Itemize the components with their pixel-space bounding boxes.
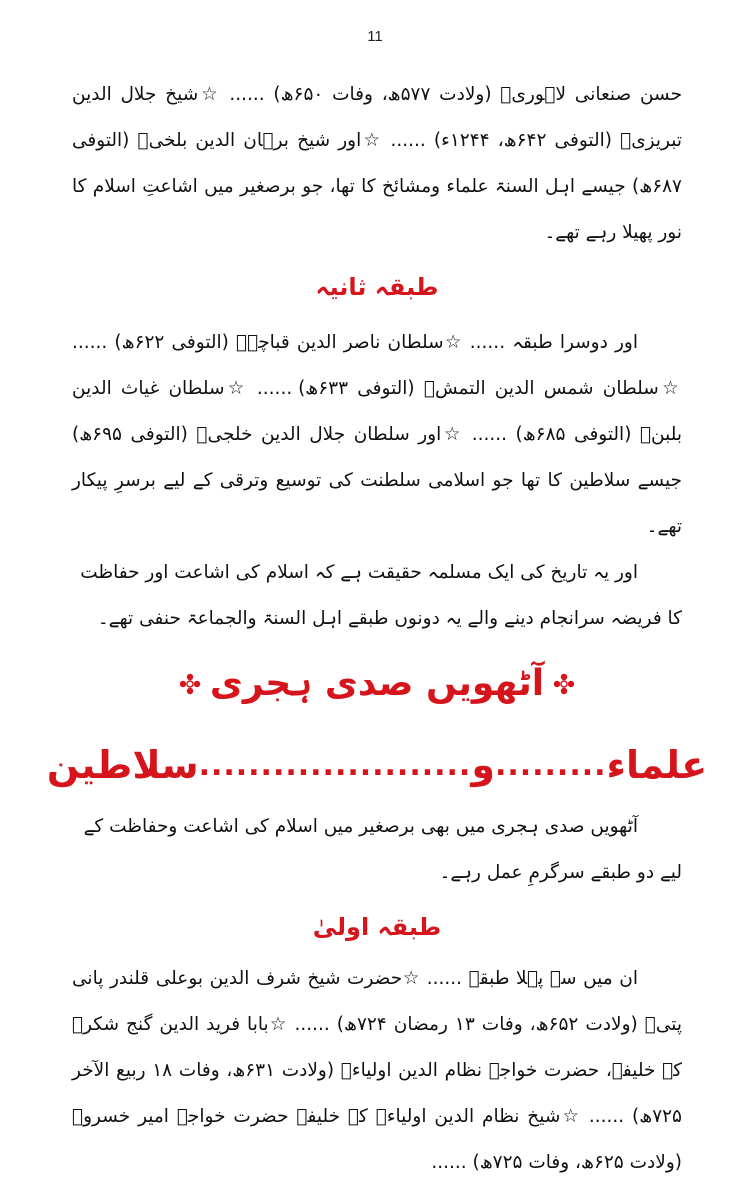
flower-ornament-icon [552,672,576,696]
paragraph-3: اور یہ تاریخ کی ایک مسلمہ حقیقت ہے کہ اسلام کی اشاعت اور حفاظت کا فریضہ سرانجام دینے والے یہ دونوں طبقے اہل السنۃ والجماعۃ حنفی تھے۔ [80,562,682,629]
spacer [72,256,682,264]
ulema-salatin-title [46,726,708,804]
salatin-word: سلاطین [46,743,199,787]
heading-tabqa-thania: طبقہ ثانیہ [315,273,439,301]
spacer [72,896,682,904]
ulema-word: علماء [606,743,708,787]
page-content [46,72,708,1186]
dots-left: ......... [494,747,607,783]
dots-right: ...................... [198,747,472,783]
banner-title: آٹھویں صدی ہجری [209,663,545,704]
paragraph-2: اور دوسرا طبقہ ...... ☆سلطان ناصر الدین قباچہؒ (التوفی ۶۲۲ھ) ...... ☆سلطان شمس الدین التمشؒ (التوفی ۶۳۳ھ) ...... ☆سلطان غیاث الدین بلبنؒ (التوفی ۶۸۵ھ) ...... ☆اور سلطان جلال الدین خلجیؒ (التوفی ۶۹۵ھ) جیسے سلاطین کا تھا جو اسلامی سلطنت کی توسیع وترقی کے لیے برسرِ پیکار تھے۔ [72,332,682,537]
section-banner [72,642,682,726]
wa-word: و [471,743,495,787]
paragraph-4: آٹھویں صدی ہجری میں بھی برصغیر میں اسلام کی اشاعت وحفاظت کے لیے دو طبقے سرگرمِ عمل رہے۔ [83,816,682,883]
flower-ornament-icon [178,672,202,696]
page-number: 11 [367,28,383,45]
heading-tabqa-ula: طبقہ اولیٰ [312,913,442,941]
paragraph-1: حسن صنعانی لاہوریؒ (ولادت ۵۷۷ھ، وفات ۶۵۰ھ) ...... ☆شیخ جلال الدین تبریزیؒ (التوفی ۶۴۲ھ، ۱۲۴۴ء) ...... ☆اور شیخ برہان الدین بلخیؒ (التوفی ۶۸۷ھ) جیسے اہل السنۃ علماء ومشائخ کا تھا، جو برصغیر میں اشاعتِ اسلام کا نور پھیلا رہے تھے۔ [72,84,683,243]
paragraph-5: ان میں سے پہلا طبقہ ...... ☆حضرت شیخ شرف الدین بوعلی قلندر پانی پتیؒ (ولادت ۶۵۲ھ، وفات ۱۳ رمضان ۷۲۴ھ) ...... ☆بابا فرید الدین گنج شکرؒ کے خلیفہ، حضرت خواجہ نظام الدین اولیاءؒ (ولادت ۶۳۱ھ، وفات ۱۸ ربیع الآخر ۷۲۵ھ) ...... ☆شیخ نظام الدین اولیاءؒ کے خلیفہ حضرت خواجہ امیر خسروؒ (ولادت ۶۲۵ھ، وفات ۷۲۵ھ) ...... [72,968,683,1173]
